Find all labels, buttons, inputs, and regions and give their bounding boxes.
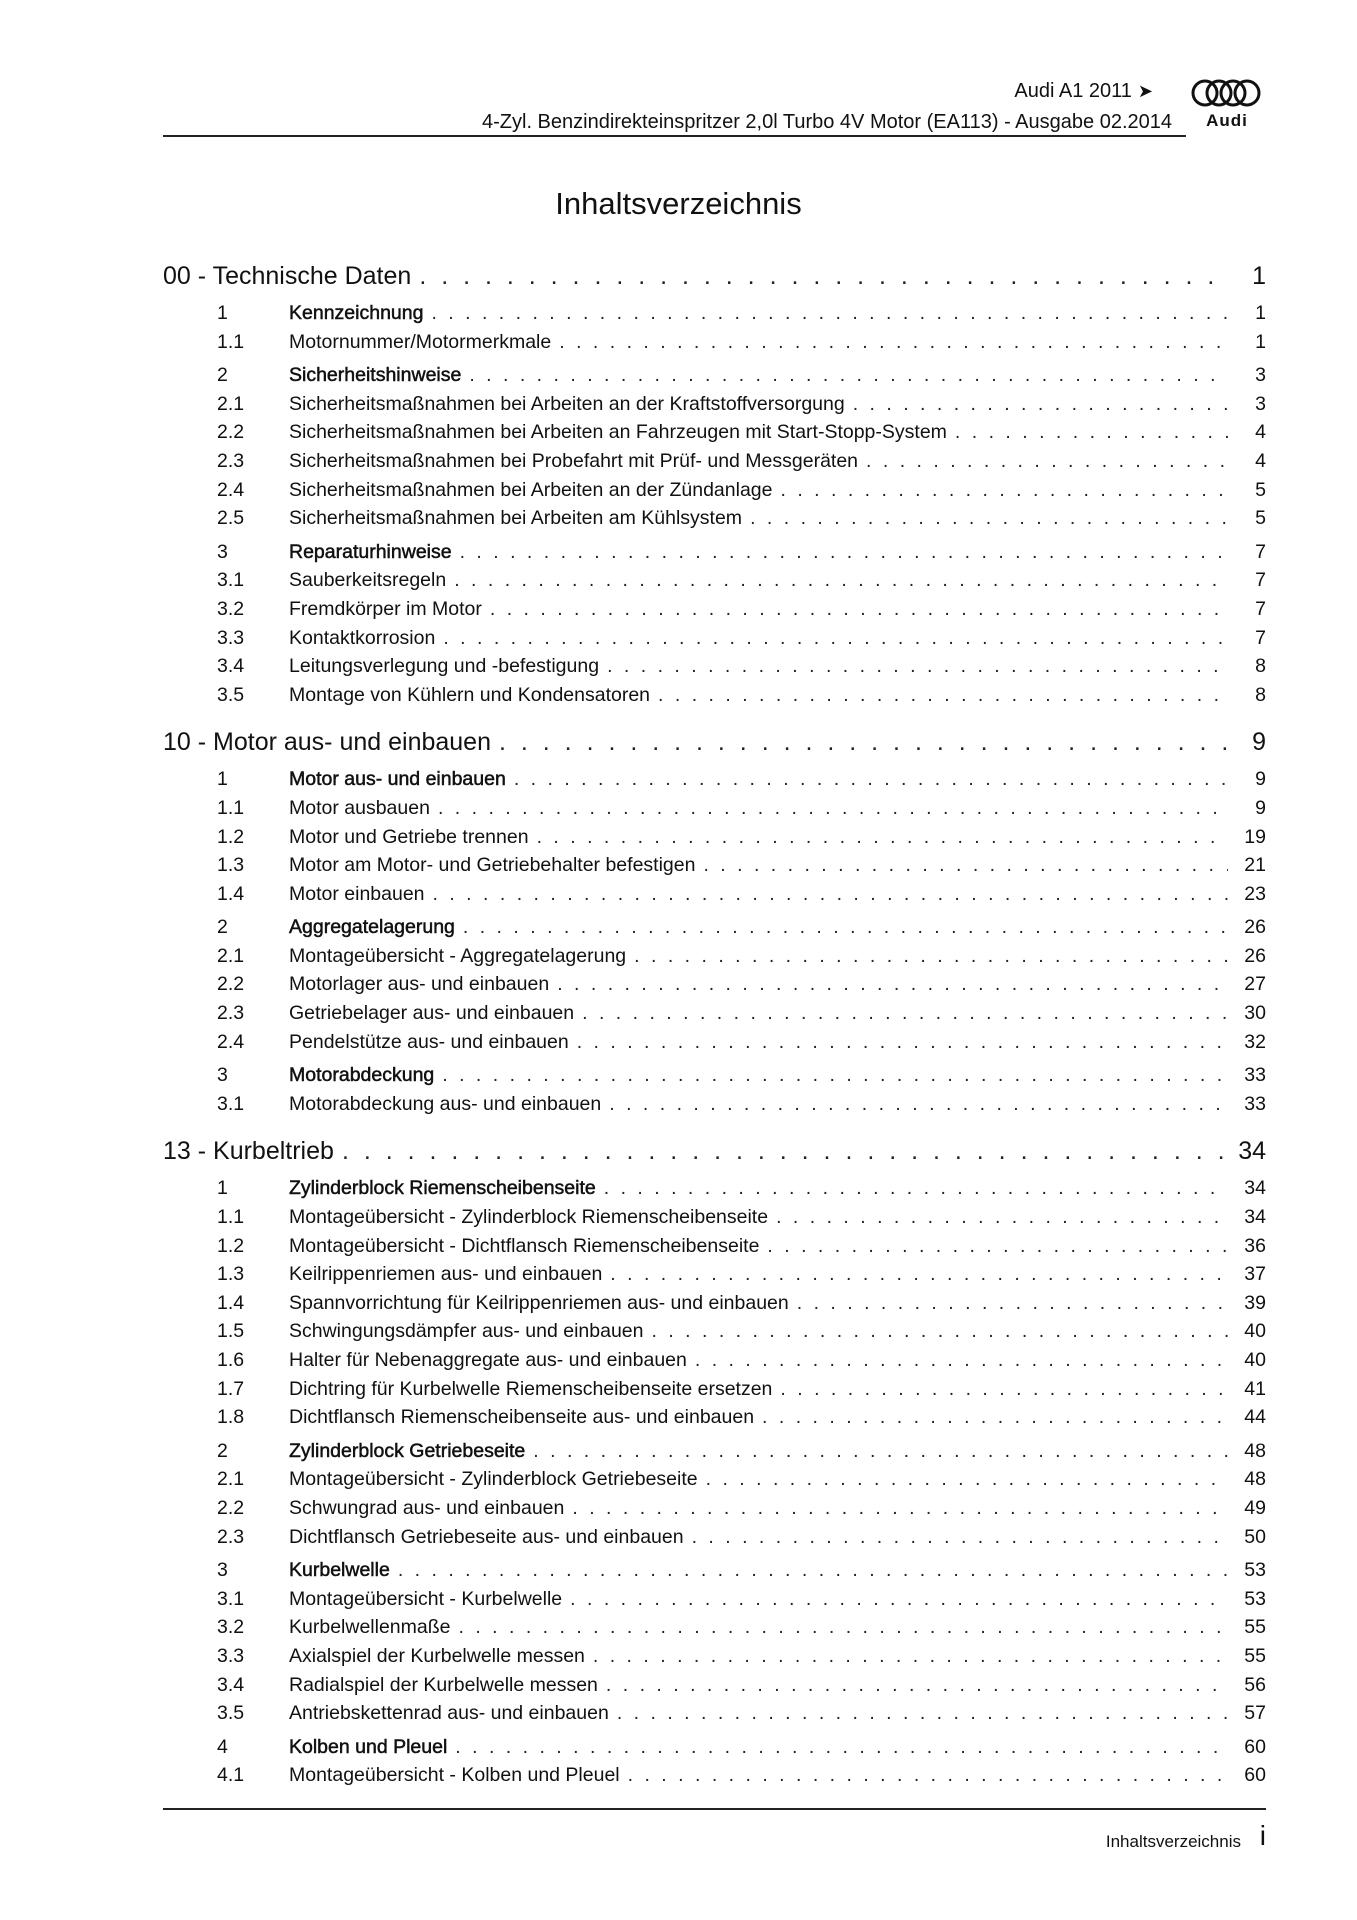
entry-page: 7	[1255, 569, 1266, 592]
entry-page: 26	[1244, 944, 1266, 967]
leader-dots	[634, 945, 1228, 968]
toc-subsection[interactable]	[163, 1497, 1266, 1526]
leader-dots	[776, 1206, 1228, 1229]
entry-title: Axialspiel der Kurbelwelle messen	[289, 1644, 585, 1667]
leader-dots	[767, 1235, 1228, 1258]
leader-dots	[652, 1320, 1229, 1343]
entry-title: Zylinderblock Riemenscheibenseite	[289, 1177, 596, 1200]
leader-dots	[469, 364, 1228, 387]
leader-dots	[703, 854, 1228, 877]
entry-number: 4	[217, 1735, 228, 1758]
entry-number: 1.6	[217, 1349, 245, 1371]
audi-rings-icon	[1188, 78, 1266, 108]
entry-title: Aggregatelagerung	[289, 916, 455, 939]
leader-dots	[455, 1736, 1228, 1759]
entry-title: Kolben und Pleuel	[289, 1735, 448, 1758]
entry-number: 1.7	[217, 1377, 245, 1400]
leader-dots	[609, 1093, 1228, 1116]
toc-subsection[interactable]	[163, 684, 1266, 713]
chapter-page: 9	[1252, 728, 1266, 757]
entry-number: 3.4	[217, 655, 245, 678]
entry-number: 2.3	[217, 1002, 245, 1025]
toc-subsection[interactable]	[163, 1031, 1266, 1060]
entry-number: 2.1	[217, 392, 245, 415]
entry-title: Halter für Nebenaggregate aus- und einbauen	[289, 1349, 687, 1371]
leader-dots	[533, 1440, 1228, 1463]
entry-title: Motor und Getriebe trennen	[289, 825, 529, 848]
entry-number: 1	[217, 302, 228, 324]
leader-dots	[460, 541, 1228, 564]
entry-number: 3.5	[217, 683, 245, 706]
toc-subsection[interactable]	[163, 507, 1266, 536]
leader-dots	[692, 1526, 1228, 1549]
footer-page-number: i	[1259, 1820, 1266, 1851]
leader-dots	[866, 450, 1228, 473]
entry-page: 40	[1244, 1320, 1266, 1343]
entry-number: 1.4	[217, 1291, 245, 1314]
entry-title: Getriebelager aus- und einbauen	[289, 1002, 575, 1025]
entry-page: 48	[1244, 1468, 1266, 1491]
entry-page: 37	[1244, 1263, 1266, 1286]
toc-subsection[interactable]	[163, 1526, 1266, 1555]
toc-subsection[interactable]	[163, 1292, 1266, 1321]
leader-dots	[610, 1263, 1228, 1286]
entry-page: 55	[1244, 1616, 1266, 1639]
entry-number: 3.3	[217, 626, 245, 649]
entry-number: 3.4	[217, 1673, 245, 1696]
entry-number: 1	[217, 768, 228, 791]
entry-page: 5	[1255, 478, 1266, 501]
leader-dots	[559, 331, 1228, 354]
entry-title: Dichtflansch Riemenscheibenseite aus- und einbauen	[289, 1406, 755, 1429]
leader-dots	[342, 1137, 1228, 1166]
entry-page: 5	[1255, 507, 1266, 530]
page-title: Inhaltsverzeichnis	[555, 186, 802, 221]
toc-subsection[interactable]	[163, 1093, 1266, 1122]
entry-number: 1	[217, 1177, 228, 1200]
entry-title: Spannvorrichtung für Keilrippenriemen aus- und einbauen	[289, 1291, 789, 1314]
entry-number: 2.2	[217, 421, 245, 444]
toc-section[interactable]	[163, 916, 1266, 945]
toc-subsection[interactable]	[163, 1320, 1266, 1349]
entry-page: 1	[1255, 302, 1266, 324]
entry-number: 3.3	[217, 1644, 245, 1667]
entry-page: 53	[1244, 1559, 1266, 1582]
leader-dots	[955, 421, 1228, 444]
toc-subsection[interactable]	[163, 826, 1266, 855]
toc-subsection[interactable]	[163, 1235, 1266, 1264]
entry-title: Kurbelwellenmaße	[289, 1616, 451, 1639]
entry-title: Sicherheitshinweise	[289, 364, 462, 387]
entry-title: Sicherheitsmaßnahmen bei Arbeiten an der Kraftstoffversorgung	[289, 392, 845, 415]
toc-subsection[interactable]	[163, 655, 1266, 684]
entry-title: Schwingungsdämpfer aus- und einbauen	[289, 1320, 644, 1343]
audi-wordmark: Audi	[1206, 111, 1248, 130]
entry-page: 60	[1244, 1735, 1266, 1758]
toc-chapter[interactable]	[163, 262, 1266, 302]
entry-title: Fremdkörper im Motor	[289, 597, 482, 620]
entry-page: 32	[1244, 1030, 1266, 1053]
leader-dots	[593, 1645, 1228, 1668]
leader-dots	[463, 916, 1228, 939]
entry-number: 2.4	[217, 1030, 245, 1053]
entry-number: 3	[217, 540, 228, 563]
entry-title: Motornummer/Motormerkmale	[289, 330, 552, 353]
toc-section[interactable]	[163, 1064, 1266, 1093]
leader-dots	[607, 655, 1228, 678]
entry-number: 3.1	[217, 569, 245, 592]
toc-subsection[interactable]	[163, 393, 1266, 422]
page-header	[163, 78, 1266, 136]
entry-title: Sicherheitsmaßnahmen bei Probefahrt mit Prüf- und Messgeräten	[289, 449, 859, 472]
entry-number: 1.4	[217, 882, 245, 905]
leader-dots	[780, 479, 1228, 502]
toc-subsection[interactable]	[163, 627, 1266, 656]
entry-number: 3.1	[217, 1092, 245, 1115]
entry-page: 34	[1244, 1206, 1266, 1229]
toc-subsection[interactable]	[163, 1002, 1266, 1031]
entry-number: 1.3	[217, 854, 245, 877]
entry-title: Sauberkeitsregeln	[289, 569, 447, 592]
entry-number: 2.3	[217, 449, 245, 472]
entry-title: Montageübersicht - Zylinderblock Riemenscheibenseite	[289, 1206, 769, 1229]
entry-page: 39	[1244, 1291, 1266, 1314]
leader-dots	[750, 507, 1228, 530]
entry-title: Montageübersicht - Kurbelwelle	[289, 1587, 563, 1610]
leader-dots	[499, 728, 1228, 757]
entry-page: 7	[1255, 540, 1266, 563]
toc-subsection[interactable]	[163, 1645, 1266, 1674]
entry-number: 2.3	[217, 1525, 245, 1548]
entry-title: Kurbelwelle	[289, 1559, 390, 1582]
entry-page: 50	[1244, 1525, 1266, 1548]
header-rule	[163, 135, 1186, 137]
entry-title: Keilrippenriemen aus- und einbauen	[289, 1263, 603, 1286]
entry-page: 44	[1244, 1406, 1266, 1429]
toc-section[interactable]	[163, 1559, 1266, 1588]
entry-page: 56	[1244, 1673, 1266, 1696]
toc-subsection[interactable]	[163, 1349, 1266, 1378]
entry-number: 1.5	[217, 1320, 245, 1343]
entry-page: 34	[1244, 1177, 1266, 1200]
entry-title: Schwungrad aus- und einbauen	[289, 1496, 565, 1519]
leader-dots	[606, 1674, 1228, 1697]
leader-dots	[514, 768, 1228, 791]
entry-number: 3	[217, 1559, 228, 1582]
leader-dots	[557, 973, 1228, 996]
table-of-contents	[163, 262, 1266, 1793]
entry-number: 2.1	[217, 944, 245, 967]
leader-dots	[438, 797, 1228, 820]
leader-dots	[582, 1002, 1228, 1025]
toc-subsection[interactable]	[163, 1588, 1266, 1617]
entry-number: 1.8	[217, 1406, 245, 1429]
entry-page: 40	[1244, 1349, 1266, 1371]
toc-section[interactable]	[163, 1736, 1266, 1765]
entry-number: 1.1	[217, 330, 245, 353]
entry-number: 1.2	[217, 825, 245, 848]
toc-subsection[interactable]	[163, 1616, 1266, 1645]
audi-logo	[1188, 78, 1266, 134]
entry-number: 3.5	[217, 1702, 245, 1725]
entry-title: Sicherheitsmaßnahmen bei Arbeiten an Fahrzeugen mit Start-Stopp-System	[289, 421, 947, 444]
entry-title: Motor aus- und einbauen	[289, 768, 506, 791]
entry-title: Motorlager aus- und einbauen	[289, 973, 550, 996]
leader-dots	[604, 1177, 1228, 1200]
leader-dots	[459, 1616, 1229, 1639]
entry-page: 57	[1244, 1702, 1266, 1725]
header-engine: 4-Zyl. Benzindirekteinspritzer 2,0l Turbo 4V Motor (EA113) - Ausgabe 02.2014	[482, 111, 1172, 133]
chapter-title: 13 - Kurbeltrieb	[163, 1137, 334, 1166]
toc-subsection[interactable]	[163, 1206, 1266, 1235]
entry-title: Motor ausbauen	[289, 796, 430, 819]
entry-number: 1.1	[217, 1206, 245, 1229]
entry-number: 4.1	[217, 1764, 245, 1787]
toc-subsection[interactable]	[163, 598, 1266, 627]
toc-subsection[interactable]	[163, 569, 1266, 598]
entry-title: Montageübersicht - Kolben und Pleuel	[289, 1764, 620, 1787]
entry-title: Zylinderblock Getriebeseite	[289, 1439, 526, 1462]
entry-page: 7	[1255, 597, 1266, 620]
leader-dots	[431, 302, 1228, 325]
entry-number: 2	[217, 1439, 228, 1462]
leader-dots	[433, 883, 1228, 906]
footer-rule	[163, 1808, 1266, 1810]
entry-title: Montage von Kühlern und Kondensatoren	[289, 683, 651, 706]
entry-page: 1	[1255, 330, 1266, 353]
footer-label: Inhaltsverzeichnis	[1105, 1832, 1241, 1851]
chapter-title: 10 - Motor aus- und einbauen	[163, 728, 491, 757]
toc-subsection[interactable]	[163, 479, 1266, 508]
entry-title: Leitungsverlegung und -befestigung	[289, 655, 600, 678]
toc-section[interactable]	[163, 302, 1266, 331]
leader-dots	[442, 1064, 1228, 1087]
entry-page: 60	[1244, 1764, 1266, 1787]
leader-dots	[762, 1406, 1228, 1429]
entry-title: Kontaktkorrosion	[289, 626, 436, 649]
entry-page: 26	[1244, 916, 1266, 939]
entry-title: Reparaturhinweise	[289, 540, 452, 563]
model-text: Audi A1 2011	[1014, 80, 1132, 102]
chapter-page: 34	[1238, 1137, 1266, 1166]
leader-dots	[695, 1349, 1228, 1372]
entry-title: Montageübersicht - Dichtflansch Riemenscheibenseite	[289, 1234, 760, 1257]
entry-title: Pendelstütze aus- und einbauen	[289, 1030, 569, 1053]
entry-title: Montageübersicht - Zylinderblock Getriebeseite	[289, 1468, 698, 1491]
entry-title: Montageübersicht - Aggregatelagerung	[289, 944, 627, 967]
header-model	[1014, 80, 1153, 103]
entry-page: 30	[1244, 1002, 1266, 1025]
entry-page: 8	[1255, 655, 1266, 678]
toc-section[interactable]	[163, 1440, 1266, 1469]
entry-page: 4	[1255, 449, 1266, 472]
entry-page: 23	[1244, 882, 1266, 905]
toc-subsection[interactable]	[163, 421, 1266, 450]
entry-page: 49	[1244, 1496, 1266, 1519]
leader-dots	[853, 393, 1228, 416]
entry-page: 27	[1244, 973, 1266, 996]
leader-dots	[537, 826, 1228, 849]
entry-number: 3.1	[217, 1587, 245, 1610]
leader-dots	[797, 1292, 1228, 1315]
leader-dots	[617, 1702, 1228, 1725]
entry-title: Motorabdeckung aus- und einbauen	[289, 1092, 602, 1115]
arrow-right-icon: ➤	[1137, 81, 1153, 101]
toc-section[interactable]	[163, 1177, 1266, 1206]
leader-dots	[780, 1378, 1228, 1401]
toc-subsection[interactable]	[163, 945, 1266, 974]
toc-subsection[interactable]	[163, 1764, 1266, 1793]
entry-title: Kennzeichnung	[289, 302, 424, 324]
entry-page: 33	[1244, 1092, 1266, 1115]
entry-page: 9	[1255, 796, 1266, 819]
leader-dots	[419, 262, 1228, 291]
leader-dots	[658, 684, 1228, 707]
entry-page: 33	[1244, 1064, 1266, 1087]
entry-number: 2.5	[217, 507, 245, 530]
entry-number: 2.2	[217, 1496, 245, 1519]
toc-subsection[interactable]	[163, 854, 1266, 883]
toc-subsection[interactable]	[163, 1378, 1266, 1407]
leader-dots	[570, 1588, 1228, 1611]
chapter-title: 00 - Technische Daten	[163, 262, 412, 290]
toc-chapter[interactable]	[163, 1137, 1266, 1177]
toc-subsection[interactable]	[163, 1263, 1266, 1292]
entry-page: 19	[1244, 825, 1266, 848]
leader-dots	[706, 1468, 1228, 1491]
toc-section[interactable]	[163, 541, 1266, 570]
toc-chapter[interactable]	[163, 728, 1266, 768]
entry-number: 2.2	[217, 973, 245, 996]
toc-subsection[interactable]	[163, 1468, 1266, 1497]
entry-title: Radialspiel der Kurbelwelle messen	[289, 1673, 598, 1696]
entry-title: Motorabdeckung	[289, 1064, 435, 1087]
toc-subsection[interactable]	[163, 331, 1266, 360]
entry-page: 9	[1255, 768, 1266, 791]
entry-number: 3.2	[217, 1616, 245, 1639]
chapter-page: 1	[1252, 262, 1266, 290]
leader-dots	[577, 1031, 1228, 1054]
entry-page: 55	[1244, 1644, 1266, 1667]
toc-section[interactable]	[163, 364, 1266, 393]
entry-number: 2.1	[217, 1468, 245, 1491]
entry-title: Dichtring für Kurbelwelle Riemenscheibenseite ersetzen	[289, 1377, 773, 1400]
leader-dots	[572, 1497, 1228, 1520]
entry-page: 8	[1255, 683, 1266, 706]
entry-page: 21	[1244, 854, 1266, 877]
leader-dots	[628, 1764, 1228, 1787]
entry-number: 1.2	[217, 1234, 245, 1257]
entry-page: 3	[1255, 392, 1266, 415]
entry-page: 4	[1255, 421, 1266, 444]
entry-number: 1.3	[217, 1263, 245, 1286]
toc-subsection[interactable]	[163, 1702, 1266, 1731]
entry-title: Sicherheitsmaßnahmen bei Arbeiten am Kühlsystem	[289, 507, 743, 530]
leader-dots	[443, 627, 1228, 650]
entry-number: 3	[217, 1064, 228, 1087]
entry-title: Motor am Motor- und Getriebehalter befestigen	[289, 854, 696, 877]
entry-page: 48	[1244, 1439, 1266, 1462]
entry-title: Dichtflansch Getriebeseite aus- und einbauen	[289, 1525, 684, 1548]
toc-subsection[interactable]	[163, 883, 1266, 912]
toc-subsection[interactable]	[163, 1406, 1266, 1435]
leader-dots	[490, 598, 1228, 621]
entry-page: 41	[1244, 1377, 1266, 1400]
leader-dots	[454, 569, 1228, 592]
toc-subsection[interactable]	[163, 1674, 1266, 1703]
entry-page: 53	[1244, 1587, 1266, 1610]
entry-page: 3	[1255, 364, 1266, 387]
toc-section[interactable]	[163, 768, 1266, 797]
entry-title: Motor einbauen	[289, 882, 425, 905]
entry-title: Sicherheitsmaßnahmen bei Arbeiten an der Zündanlage	[289, 478, 773, 501]
entry-page: 7	[1255, 626, 1266, 649]
entry-number: 3.2	[217, 597, 245, 620]
toc-subsection[interactable]	[163, 797, 1266, 826]
toc-subsection[interactable]	[163, 450, 1266, 479]
entry-number: 2	[217, 916, 228, 939]
entry-number: 2.4	[217, 478, 245, 501]
entry-title: Antriebskettenrad aus- und einbauen	[289, 1702, 609, 1725]
leader-dots	[398, 1559, 1228, 1582]
entry-number: 2	[217, 364, 228, 387]
toc-subsection[interactable]	[163, 973, 1266, 1002]
entry-number: 1.1	[217, 796, 245, 819]
entry-page: 36	[1244, 1234, 1266, 1257]
